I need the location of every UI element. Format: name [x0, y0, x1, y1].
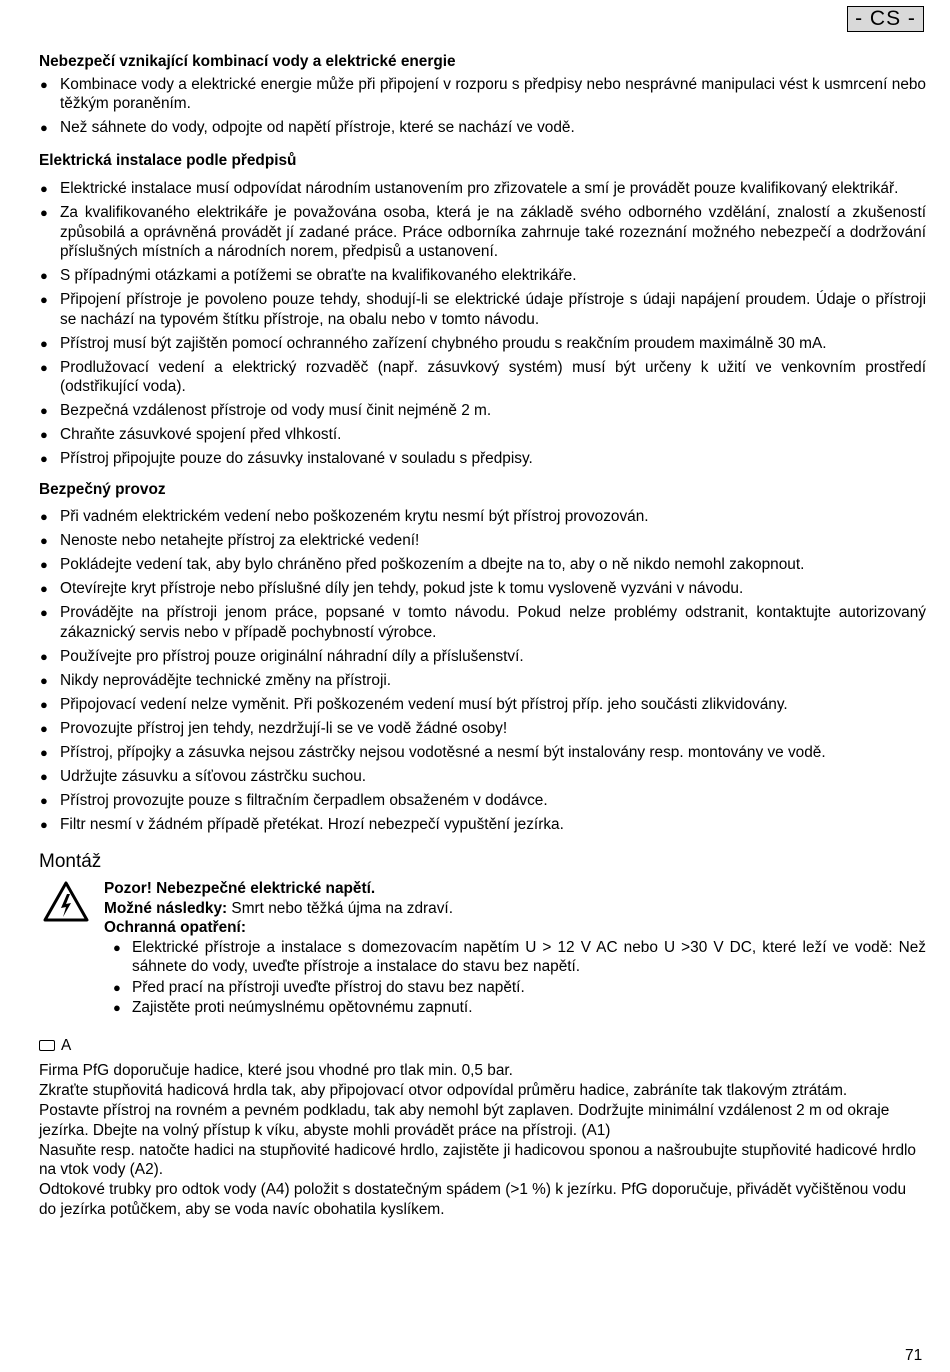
list-item: ● Bezpečná vzdálenost přístroje od vody musí činit nejméně 2 m. — [40, 402, 492, 419]
bullet-icon: ● — [40, 181, 48, 196]
list-item: ● S případnými otázkami a potížemi se obraťte na kvalifikovaného elektrikáře. — [40, 267, 577, 284]
section-safe-operation — [39, 480, 926, 835]
list-item: ● Přístroj, přípojky a zásuvka nejsou zástrčky nejsou vodotěsné a nesmí být instalovány resp. montovány ve vodě. — [40, 743, 826, 761]
list-item: ● Elektrické instalace musí odpovídat národním ustanovením pro zřizovatele a smí je provádět pouze kvalifikovaný elektrikář. — [40, 180, 899, 197]
paragraph: Nasuňte resp. natočte hadici na stupňovité hadicové hrdlo, zajistěte ji hadicovou sponou a našroubujte stupňovité hadicové hrdlo na vtok vody (A2). — [39, 1141, 916, 1178]
section-heading: Elektrická instalace podle předpisů — [39, 151, 297, 169]
warning-consequences: Možné následky: Smrt nebo těžká újma na zdraví. — [104, 899, 453, 917]
bullet-list — [39, 179, 926, 469]
section-heading: Bezpečný provoz — [39, 480, 166, 498]
bullet-list — [39, 507, 926, 834]
bullet-icon: ● — [40, 557, 48, 572]
list-item: ● Připojení přístroje je povoleno pouze tehdy, shodují-li se elektrické údaje přístroje s údaji napájení proudem. Údaje o přístroji se nachází na typovém štítku přístroje, na obalu nebo v tomto návodu. — [40, 291, 926, 328]
page-content — [39, 52, 926, 1220]
bullet-icon: ● — [40, 672, 48, 688]
list-item: ● Provádějte na přístroji jenom práce, popsané v tomto návodu. Pokud nelze problémy odstranit, kontaktujte autorizovaný zákaznický servis nebo v případě pochybností výrobce. — [40, 604, 926, 641]
bullet-icon: ● — [40, 335, 48, 351]
figure-reference: A — [39, 1036, 926, 1056]
list-item: ● Před prací na přístroji uveďte přístroj do stavu bez napětí. — [113, 978, 525, 996]
section-water-electricity — [39, 52, 926, 138]
list-item: ● Než sáhnete do vody, odpojte od napětí přístroje, které se nachází ve vodě. — [40, 119, 575, 136]
paragraph: Odtokové trubky pro odtok vody (A4) položit s dostatečným spádem (>1 %) k jezírku. PfG doporučuje, přivádět vyčištěnou vodu do jezírka potůčkem, aby se voda navíc obohatila kyslíkem. — [39, 1181, 907, 1218]
page-number: 71 — [905, 1347, 923, 1364]
list-item: ● Za kvalifikovaného elektrikáře je považována osoba, která je na základě svého odborného vzdělání, znalostí a zkušeností způsobilá a oprávněná provádět jí zadané práce. Práce odborníka zahrnuje také rozeznání možného nebezpečí a dodržování příslušných místních a národních norem, předpisů a ustanovení. — [40, 204, 926, 260]
figure-book-icon — [39, 1040, 55, 1051]
list-item: ● Filtr nesmí v žádném případě přetékat. Hrozí nebezpečí vypuštění jezírka. — [40, 815, 564, 833]
bullet-icon: ● — [40, 768, 48, 784]
bullet-icon: ● — [40, 205, 48, 220]
list-item: ● Zajistěte proti neúmyslnému opětovnému zapnutí. — [113, 999, 473, 1016]
paragraph: Firma PfG doporučuje hadice, které jsou vhodné pro tlak min. 0,5 bar. — [39, 1062, 513, 1079]
bullet-icon: ● — [40, 509, 48, 524]
list-item: ● Provozujte přístroj jen tehdy, nezdržují-li se ve vodě žádné osoby! — [40, 719, 508, 737]
list-item: ● Přístroj provozujte pouze s filtračním čerpadlem obsaženém v dodávce. — [40, 791, 548, 809]
bullet-icon: ● — [40, 648, 48, 664]
section-montaz — [39, 851, 926, 1219]
montaz-instructions — [39, 1061, 926, 1219]
high-voltage-warning-icon — [43, 881, 89, 923]
warning-title: Pozor! Nebezpečné elektrické napětí. — [104, 880, 376, 897]
bullet-icon: ● — [40, 720, 48, 736]
montaz-heading: Montáž — [39, 851, 102, 872]
bullet-icon: ● — [40, 403, 48, 418]
bullet-icon: ● — [40, 268, 48, 283]
bullet-icon: ● — [113, 979, 121, 995]
list-item: ● Nenoste nebo netahejte přístroj za elektrické vedení! — [40, 532, 420, 549]
list-item: ● Používejte pro přístroj pouze originální náhradní díly a příslušenství. — [40, 647, 524, 665]
list-item: ● Udržujte zásuvku a síťovou zástrčku suchou. — [40, 767, 367, 785]
bullet-icon: ● — [40, 744, 48, 760]
section-heading: Nebezpečí vznikající kombinací vody a elektrické energie — [39, 53, 456, 70]
paragraph: Zkraťte stupňovitá hadicová hrdla tak, aby připojovací otvor odpovídal průměru hadice, zabráníte tak tlakovým ztrátám. — [39, 1082, 848, 1099]
bullet-icon: ● — [40, 427, 48, 442]
bullet-icon: ● — [40, 359, 48, 375]
list-item: ● Přístroj musí být zajištěn pomocí ochranného zařízení chybného proudu s reakčním proudem maximálně 30 mA. — [40, 334, 827, 352]
bullet-icon: ● — [113, 1000, 121, 1015]
bullet-icon: ● — [40, 581, 48, 596]
bullet-icon: ● — [113, 939, 121, 955]
bullet-list — [39, 75, 926, 138]
list-item: ● Připojovací vedení nelze vyměnit. Při poškozeném vedení musí být přístroj příp. jeho součásti zlikvidovány. — [40, 695, 788, 713]
bullet-icon: ● — [40, 816, 48, 832]
bullet-icon: ● — [40, 451, 48, 466]
electrical-warning-box — [39, 879, 926, 1018]
warning-measures-list — [112, 938, 926, 1018]
list-item: ● Pokládejte vedení tak, aby bylo chráněno před poškozením a dbejte na to, aby o ně nikdo nemohl zakopnout. — [40, 556, 805, 573]
paragraph: Postavte přístroj na rovném a pevném podkladu, tak aby nemohl být zaplaven. Dodržujte minimální vzdálenost 2 m od okraje jezírka. Dbejte na volný přístup k víku, abyste mohli provádět práce na přístroji. (A1) — [39, 1102, 890, 1139]
list-item: ● Otevírejte kryt přístroje nebo příslušné díly jen tehdy, pokud jste k tomu vysloveně vyzváni v návodu. — [40, 580, 744, 597]
list-item: ● Prodlužovací vedení a elektrický rozvaděč (např. zásuvkový systém) musí být určeny k užití ve venkovním prostředí (odstřikující voda). — [40, 358, 926, 395]
bullet-icon: ● — [40, 605, 48, 620]
list-item: ● Přístroj připojujte pouze do zásuvky instalované v souladu s předpisy. — [40, 450, 533, 467]
list-item: ● Při vadném elektrickém vedení nebo poškozeném krytu nesmí být přístroj provozován. — [40, 508, 649, 525]
language-badge: - CS - — [847, 6, 924, 32]
list-item: ● Chraňte zásuvkové spojení před vlhkostí. — [40, 426, 342, 443]
bullet-icon: ● — [40, 792, 48, 808]
bullet-icon: ● — [40, 120, 48, 135]
list-item: ● Kombinace vody a elektrické energie může při připojení v rozporu s předpisy nebo nesprávné manipulaci vést k usmrcení nebo těžkým poraněním. — [40, 75, 926, 112]
list-item: ● Elektrické přístroje a instalace s domezovacím napětím U > 12 V AC nebo U >30 V DC, které leží ve vodě: Než sáhnete do vody, uveďte přístroje a instalace do stavu bez napětí. — [113, 938, 926, 975]
list-item: ● Nikdy neprovádějte technické změny na přístroji. — [40, 671, 392, 689]
section-electrical-installation — [39, 151, 926, 469]
bullet-icon: ● — [40, 292, 48, 307]
bullet-icon: ● — [40, 696, 48, 712]
bullet-icon: ● — [40, 533, 48, 548]
warning-measures-label: Ochranná opatření: — [104, 919, 246, 936]
bullet-icon: ● — [40, 76, 48, 92]
